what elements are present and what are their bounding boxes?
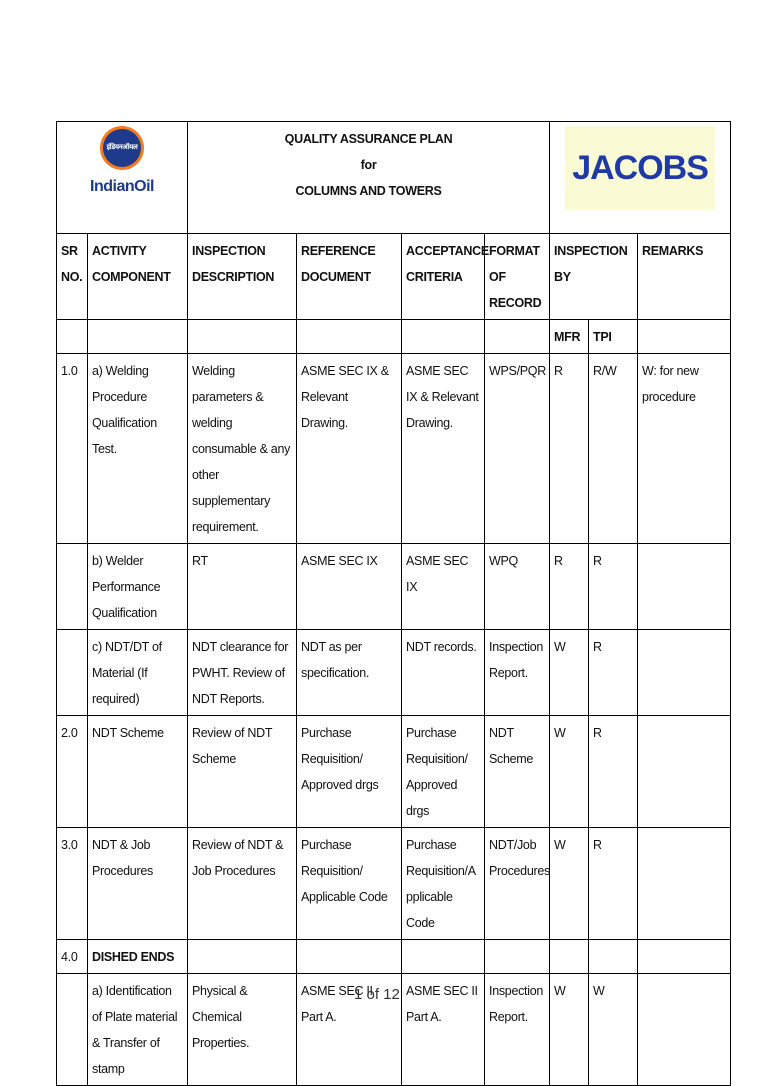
description-cell: RT: [188, 544, 297, 630]
activity-cell: b) Welder Performance Qualification: [88, 544, 188, 630]
indianoil-logo-cell: [57, 122, 188, 234]
col-format-of-record: FORMAT OF RECORD: [485, 234, 550, 320]
title-line-2: for: [360, 158, 377, 172]
remarks-cell: [638, 940, 731, 974]
sr-cell: [57, 630, 88, 716]
col-inspection-by: INSPECTION BY: [550, 234, 638, 320]
sr-cell: 2.0: [57, 716, 88, 828]
acceptance-cell: Purchase Requisition/ Approved drgs: [402, 716, 485, 828]
reference-cell: Purchase Requisition/ Applicable Code: [297, 828, 402, 940]
description-cell: NDT clearance for PWHT. Review of NDT Reports.: [188, 630, 297, 716]
format-cell: Inspection Report.: [485, 630, 550, 716]
sub-header-row: [57, 320, 731, 354]
title-line-3: COLUMNS AND TOWERS: [295, 184, 442, 198]
activity-cell: DISHED ENDS: [88, 940, 188, 974]
mfr-cell: [550, 940, 589, 974]
remarks-cell: [638, 544, 731, 630]
remarks-cell: [638, 630, 731, 716]
sr-cell: [57, 544, 88, 630]
activity-cell: NDT & Job Procedures: [88, 828, 188, 940]
table-row: [57, 940, 731, 974]
description-cell: Physical & Chemical Properties.: [188, 974, 297, 1086]
acceptance-cell: ASME SEC II Part A.: [402, 974, 485, 1086]
acceptance-cell: NDT records.: [402, 630, 485, 716]
format-cell: NDT Scheme: [485, 716, 550, 828]
reference-cell: Purchase Requisition/ Approved drgs: [297, 716, 402, 828]
description-cell: Welding parameters & welding consumable & any other supplementary requirement.: [188, 354, 297, 544]
format-cell: WPQ: [485, 544, 550, 630]
acceptance-cell: [402, 940, 485, 974]
format-cell: NDT/Job Procedures: [485, 828, 550, 940]
table-row: [57, 828, 731, 940]
mfr-cell: W: [550, 716, 589, 828]
description-cell: [188, 940, 297, 974]
col-remarks: REMARKS: [638, 234, 731, 320]
reference-cell: ASME SEC IX: [297, 544, 402, 630]
table-row: [57, 716, 731, 828]
title-line-1: QUALITY ASSURANCE PLAN: [284, 132, 453, 146]
acceptance-cell: Purchase Requisition/A pplicable Code: [402, 828, 485, 940]
qap-table: [56, 121, 731, 1086]
col-inspection-description: INSPECTION DESCRIPTION: [188, 234, 297, 320]
remarks-cell: [638, 974, 731, 1086]
tpi-cell: [589, 940, 638, 974]
description-cell: Review of NDT & Job Procedures: [188, 828, 297, 940]
reference-cell: ASME SEC II Part A.: [297, 974, 402, 1086]
column-header-row: [57, 234, 731, 320]
jacobs-logo-cell: [550, 122, 731, 234]
mfr-cell: W: [550, 630, 589, 716]
table-row: [57, 354, 731, 544]
activity-cell: a) Welding Procedure Qualification Test.: [88, 354, 188, 544]
document-title: [188, 122, 550, 234]
col-sr: SR NO.: [57, 234, 88, 320]
tpi-cell: R: [589, 630, 638, 716]
tpi-cell: R: [589, 716, 638, 828]
jacobs-logo-text: JACOBS: [572, 149, 708, 187]
col-acceptance-criteria: ACCEPTANCE CRITERIA: [402, 234, 485, 320]
mfr-cell: W: [550, 974, 589, 1086]
description-cell: Review of NDT Scheme: [188, 716, 297, 828]
mfr-cell: W: [550, 828, 589, 940]
col-mfr: MFR: [550, 320, 589, 354]
remarks-cell: W: for new procedure: [638, 354, 731, 544]
remarks-cell: [638, 828, 731, 940]
col-activity: ACTIVITY COMPONENT: [88, 234, 188, 320]
indianoil-logo-text: IndianOil: [90, 178, 154, 195]
reference-cell: ASME SEC IX & Relevant Drawing.: [297, 354, 402, 544]
sr-cell: 1.0: [57, 354, 88, 544]
activity-cell: NDT Scheme: [88, 716, 188, 828]
indianoil-logo: [90, 126, 154, 200]
tpi-cell: W: [589, 974, 638, 1086]
mfr-cell: R: [550, 544, 589, 630]
sr-cell: [57, 974, 88, 1086]
mfr-cell: R: [550, 354, 589, 544]
tpi-cell: R: [589, 544, 638, 630]
format-cell: [485, 940, 550, 974]
header-row: [57, 122, 731, 234]
col-reference-document: REFERENCE DOCUMENT: [297, 234, 402, 320]
reference-cell: NDT as per specification.: [297, 630, 402, 716]
activity-cell: a) Identification of Plate material & Transfer of stamp: [88, 974, 188, 1086]
table-row: [57, 630, 731, 716]
tpi-cell: R/W: [589, 354, 638, 544]
sr-cell: 4.0: [57, 940, 88, 974]
format-cell: Inspection Report.: [485, 974, 550, 1086]
table-row: [57, 544, 731, 630]
activity-cell: c) NDT/DT of Material (If required): [88, 630, 188, 716]
format-cell: WPS/PQR: [485, 354, 550, 544]
acceptance-cell: ASME SEC IX: [402, 544, 485, 630]
indianoil-logo-script: इंडियनऑयल: [106, 144, 138, 151]
jacobs-logo: [565, 126, 715, 210]
sr-cell: 3.0: [57, 828, 88, 940]
col-tpi: TPI: [589, 320, 638, 354]
reference-cell: [297, 940, 402, 974]
tpi-cell: R: [589, 828, 638, 940]
page-number: 1 of 12: [354, 986, 400, 1003]
qap-document: [56, 121, 730, 1086]
acceptance-cell: ASME SEC IX & Relevant Drawing.: [402, 354, 485, 544]
remarks-cell: [638, 716, 731, 828]
